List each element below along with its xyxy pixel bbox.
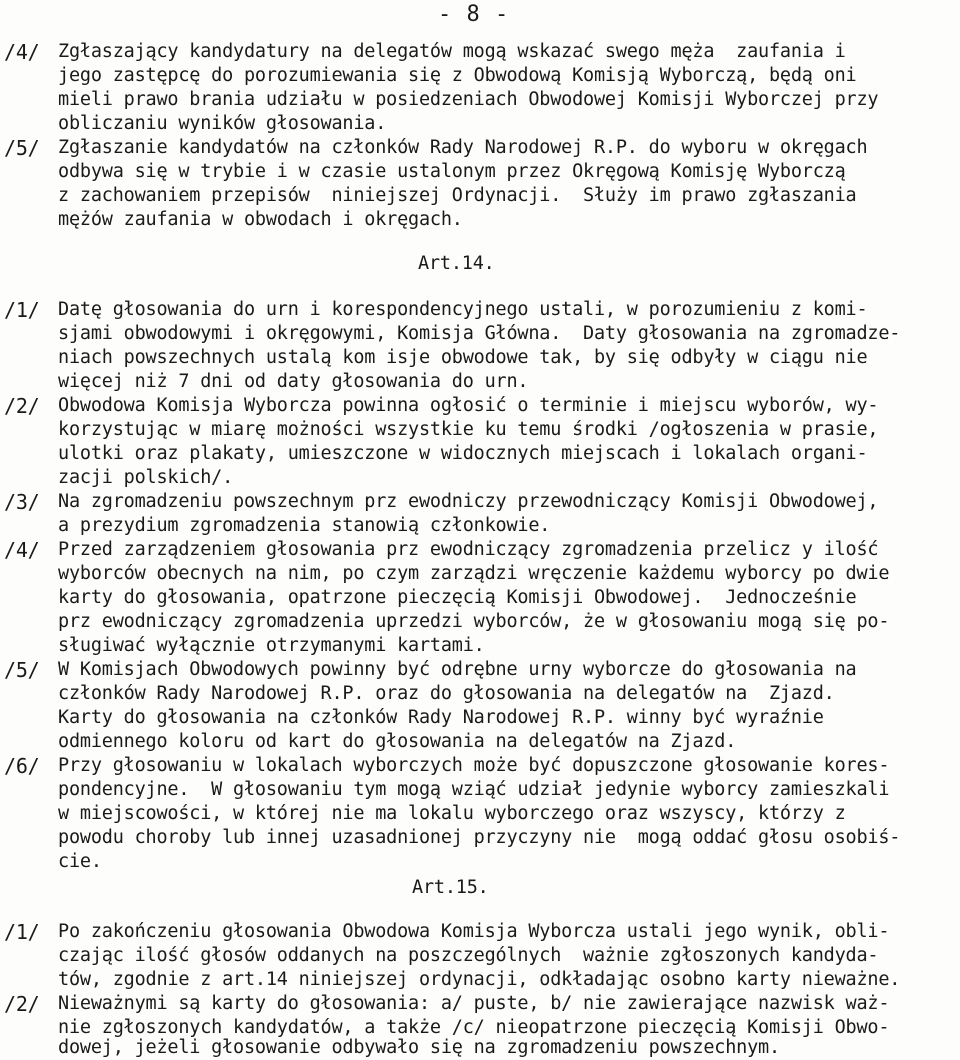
text-line: mężów zaufania w obwodach i okręgach. — [58, 209, 463, 230]
text-line: pondencyjne. W głosowaniu tym mogą wziąć udział jedynie wyborcy zamieszkali — [58, 779, 890, 800]
text-line: karty do głosowania, opatrzone pieczęcią Komisji Obwodowej. Jednocześnie — [58, 587, 857, 608]
paragraph-number: /4/ — [4, 40, 40, 64]
paragraph-number: /1/ — [4, 298, 40, 322]
text-line: z zachowaniem przepisów niniejszej Ordynacji. Służy im prawo zgłaszania — [58, 185, 857, 206]
paragraph-number: /5/ — [4, 136, 40, 160]
text-line: sjami obwodowymi i okręgowymi, Komisja Główna. Daty głosowania na zgromadze- — [58, 323, 901, 344]
article-heading: Art.15. — [412, 877, 489, 898]
text-line: korzystując w miarę możności wszystkie ku temu środki /ogłoszenia w prasie, — [58, 419, 879, 440]
text-line: Nieważnymi są karty do głosowania: a/ puste, b/ nie zawierające nazwisk waż- — [58, 993, 890, 1014]
text-line: tów, zgodnie z art.14 niniejszej ordynacji, odkładając osobno karty nieważne. — [58, 969, 901, 990]
text-line: więcej niż 7 dni od daty głosowania do urn. — [58, 371, 529, 392]
text-line: Karty do głosowania na członków Rady Narodowej R.P. winny być wyraźnie — [58, 707, 824, 728]
text-line: nie zgłoszonych kandydatów, a także /c/ nieopatrzone pieczęcią Komisji Obwo- — [58, 1017, 890, 1038]
text-line: odbywa się w trybie i w czasie ustalonym przez Okręgową Komisję Wyborczą — [58, 161, 846, 182]
text-line: cie. — [58, 851, 102, 872]
text-line: Datę głosowania do urn i korespondencyjnego ustali, w porozumieniu z komi- — [58, 299, 868, 320]
paragraph-number: /5/ — [4, 658, 40, 682]
text-line: prz ewodniczący zgromadzenia uprzedzi wyborców, że w głosowaniu mogą się po- — [58, 611, 890, 632]
text-line: obliczaniu wyników głosowania. — [58, 113, 387, 134]
text-line: Zgłaszający kandydatury na delegatów mogą wskazać swego męża zaufania i — [58, 41, 846, 62]
paragraph-number: /4/ — [4, 538, 40, 562]
text-line: Przy głosowaniu w lokalach wyborczych może być dopuszczone głosowanie kores- — [58, 755, 890, 776]
text-line: czając ilość głosów oddanych na poszczególnych ważnie zgłoszonych kandyda- — [58, 945, 879, 966]
paragraph-number: /6/ — [4, 754, 40, 778]
text-line: w miejscowości, w której nie ma lokalu wyborczego oraz wszyscy, którzy z — [58, 803, 846, 824]
text-line: Na zgromadzeniu powszechnym prz ewodniczy przewodniczący Komisji Obwodowej, — [58, 491, 879, 512]
paragraph-number: /2/ — [4, 394, 40, 418]
text-line: ulotki oraz plakaty, umieszczone w widocznych miejscach i lokalach organi- — [58, 443, 868, 464]
paragraph-number: /3/ — [4, 490, 40, 514]
text-line: powodu choroby lub innej uzasadnionej przyczyny nie mogą oddać głosu osobiś- — [58, 827, 901, 848]
text-line: członków Rady Narodowej R.P. oraz do głosowania na delegatów na Zjazd. — [58, 683, 835, 704]
text-line: Przed zarządzeniem głosowania prz ewodniczący zgromadzenia przelicz y ilość — [58, 539, 879, 560]
text-line: zacji polskich/. — [58, 467, 234, 488]
text-line: a prezydium zgromadzenia stanowią członkowie. — [58, 515, 551, 536]
text-line: jego zastępcę do porozumiewania się z Obwodową Komisją Wyborczą, będą oni — [58, 65, 857, 86]
text-line: mieli prawo brania udziału w posiedzeniach Obwodowej Komisji Wyborczej przy — [58, 89, 879, 110]
paragraph-number: /1/ — [4, 920, 40, 944]
text-line: wyborców obecnych na nim, po czym zarządzi wręczenie każdemu wyborcy po dwie — [58, 563, 890, 584]
text-line: odmiennego koloru od kart do głosowania na delegatów na Zjazd. — [58, 731, 737, 752]
text-line: niach powszechnych ustalą kom isje obwodowe tak, by się odbyły w ciągu nie — [58, 347, 868, 368]
text-line: sługiwać wyłącznie otrzymanymi kartami. — [58, 635, 485, 656]
article-heading: Art.14. — [418, 253, 495, 274]
text-line: Po zakończeniu głosowania Obwodowa Komisja Wyborcza ustali jego wynik, obli- — [58, 921, 890, 942]
text-line: Obwodowa Komisja Wyborcza powinna ogłosić o terminie i miejscu wyborów, wy- — [58, 395, 879, 416]
paragraph-number: /2/ — [4, 992, 40, 1016]
text-line: Zgłaszanie kandydatów na członków Rady Narodowej R.P. do wyboru w okręgach — [58, 137, 868, 158]
page-number: - 8 - — [438, 2, 510, 27]
text-line: W Komisjach Obwodowych powinny być odrębne urny wyborcze do głosowania na — [58, 659, 857, 680]
text-line: dowej, jeżeli głosowanie odbywało się na zgromadzeniu powszechnym. — [58, 1037, 780, 1058]
